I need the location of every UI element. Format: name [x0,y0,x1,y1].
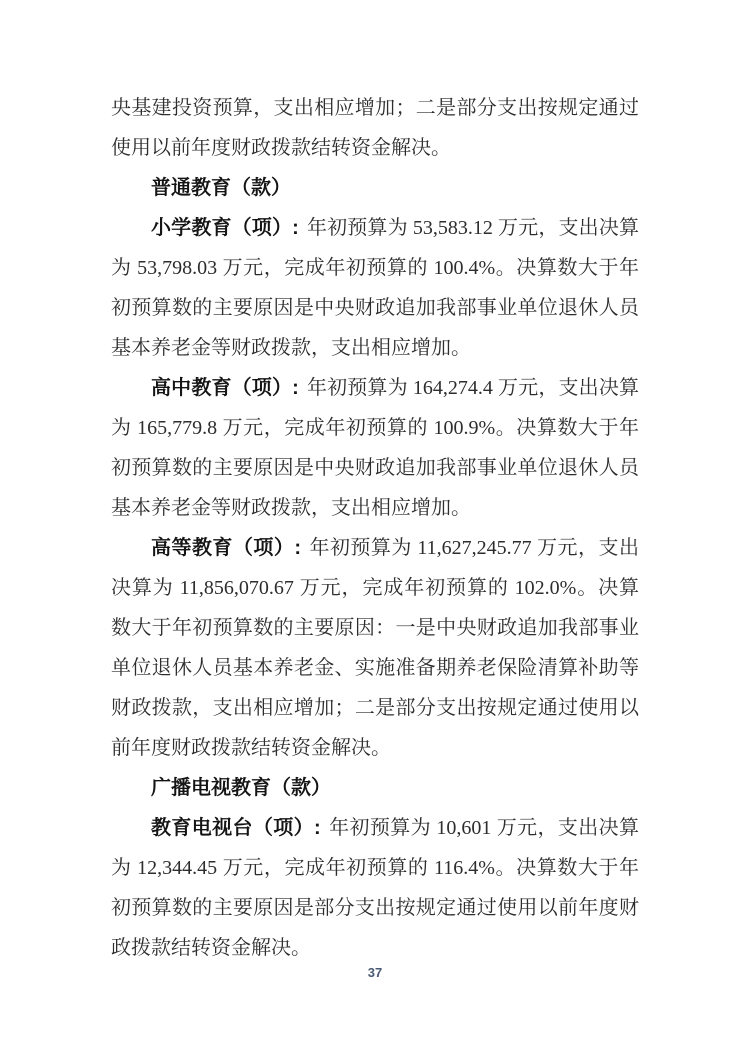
paragraph-gaodeng-jiaoyu [111,528,639,768]
paragraph-text: 年初预算为 164,274.4 万元，支出决算为 165,779.8 万元，完成年初预算的 100.9%。决算数大于年初预算数的主要原因是中央财政追加我部事业单位退休人员基本养老金等财政拨款，支出相应增加。 [111,377,639,519]
paragraph-lead: 小学教育（项）: [151,217,299,239]
section-heading-label: 普通教育（款） [151,177,291,199]
section-heading-guangbo-dianshi-jiaoyu [111,768,639,808]
paragraph-xiaoxue-jiaoyu [111,208,639,368]
paragraph-text: 年初预算为 53,583.12 万元，支出决算为 53,798.03 万元，完成年初预算的 100.4%。决算数大于年初预算数的主要原因是中央财政追加我部事业单位退休人员基本养老金等财政拨款，支出相应增加。 [111,217,639,359]
paragraph-text: 年初预算为 10,601 万元，支出决算为 12,344.45 万元，完成年初预算的 116.4%。决算数大于年初预算数的主要原因是部分支出按规定通过使用以前年度财政拨款结转资金解决。 [111,817,640,959]
section-heading-label: 广播电视教育（款） [151,777,331,799]
document-content [111,88,639,968]
page-number: 37 [367,965,383,980]
paragraph-lead: 高中教育（项）: [151,377,299,399]
paragraph-jiaoyu-dianshitai [111,808,639,968]
paragraph-lead: 教育电视台（项）: [151,817,321,839]
paragraph-continuation [111,88,639,168]
section-heading-putong-jiaoyu [111,168,639,208]
paragraph-gaozhong-jiaoyu [111,368,639,528]
paragraph-text: 央基建投资预算，支出相应增加；二是部分支出按规定通过使用以前年度财政拨款结转资金解决。 [111,97,639,159]
paragraph-lead: 高等教育（项）: [151,537,301,559]
paragraph-text: 年初预算为 11,627,245.77 万元，支出决算为 11,856,070.67 万元，完成年初预算的 102.0%。决算数大于年初预算数的主要原因：一是中央财政追加我部事业单位退休人员基本养老金、实施准备期养老保险清算补助等财政拨款，支出相应增加；二是部分支出按规定通过使用以前年度财政拨款结转资金解决。 [111,537,639,759]
